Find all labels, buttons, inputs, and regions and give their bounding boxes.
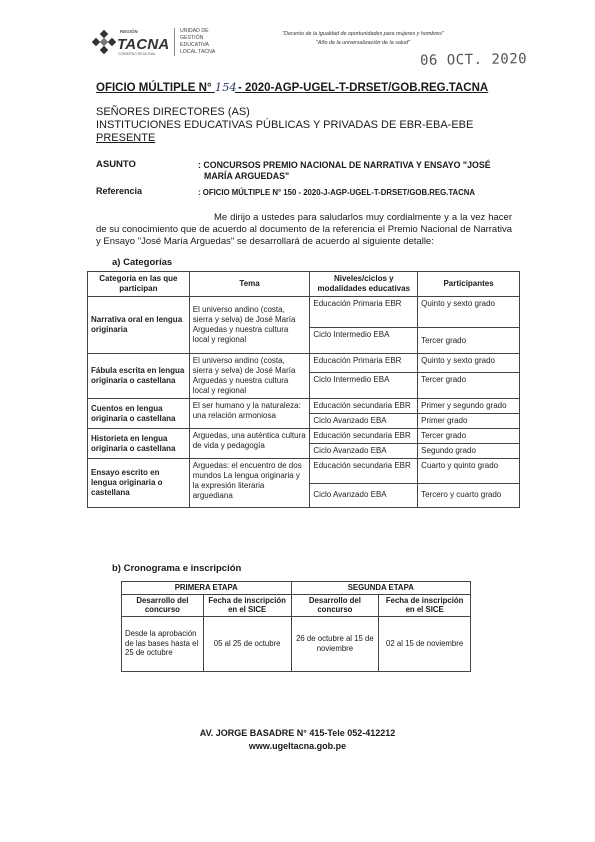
schedule-cell: Desde la aprobación de las bases hasta el 25 de octubre [122, 616, 204, 671]
level-cell: Educación secundaria EBR [310, 459, 418, 484]
stage-one-header: PRIMERA ETAPA [122, 582, 292, 595]
schedule-cell: 05 al 25 de octubre [203, 616, 291, 671]
tacna-logo [92, 26, 170, 58]
schedule-cell: 26 de octubre al 15 de noviembre [291, 616, 379, 671]
logo-region-text: REGIÓN [120, 29, 138, 34]
header-levels: Niveles/ciclos y modalidades educativas [310, 272, 418, 297]
table-row [88, 354, 520, 373]
addressee-line-1: SEÑORES DIRECTORES (AS) [96, 106, 250, 118]
table-row [88, 399, 520, 414]
participants-cell: Quinto y sexto grado [418, 354, 520, 373]
logo-emblem-icon [92, 30, 116, 54]
category-cell: Cuentos en lengua originaria o castellana [88, 399, 190, 429]
reference-value: : OFICIO MÚLTIPLE N° 150 - 2020-J-AGP-UGEL-T-DRSET/GOB.REG.TACNA [198, 188, 476, 197]
level-cell: Ciclo Avanzado EBA [310, 414, 418, 429]
theme-cell: El ser humano y la naturaleza: una relación armoniosa [189, 399, 310, 429]
logo-wordmark: TACNA [117, 36, 170, 53]
title-suffix: - 2020-AGP-UGEL-T-DRSET/GOB.REG.TACNA [237, 82, 489, 94]
level-cell: Educación secundaria EBR [310, 399, 418, 414]
addressee-present: PRESENTE [96, 132, 156, 144]
participants-cell: Cuarto y quinto grado [418, 459, 520, 484]
level-cell: Educación Primaria EBR [310, 354, 418, 373]
participants-cell: Primer grado [418, 414, 520, 429]
title-prefix: OFICIO MÚLTIPLE N° [96, 82, 212, 94]
subject-value-line-1: : CONCURSOS PREMIO NACIONAL DE NARRATIVA Y ENSAYO "JOSÉ [198, 160, 491, 170]
table-row [122, 616, 471, 671]
table-header-row [122, 594, 471, 616]
participants-cell: Segundo grado [418, 444, 520, 459]
header-development: Desarrollo del concurso [291, 594, 379, 616]
theme-cell: El universo andino (costa, sierra y selva) de José María Arguedas y nuestra cultura local y regional [189, 297, 310, 354]
footer-address: AV. JORGE BASADRE N° 415-Tele 052-412212 [199, 728, 396, 738]
table-row [88, 297, 520, 328]
header-participants: Participantes [418, 272, 520, 297]
table-header-row [88, 272, 520, 297]
unit-line: LOCAL TACNA [180, 49, 216, 55]
level-cell: Educación secundaria EBR [310, 429, 418, 444]
participants-cell: Tercer grado [418, 328, 520, 354]
body-text: Me dirijo a ustedes para saludarlos muy cordialmente y a la vez hacer de su conocimiento que de acuerdo al documento de la referencia el Premio Nacional de Narrativa y Ensayo "José María Arguedas" se desarrollará de acuerdo al siguiente detalle: [96, 212, 512, 247]
addressee-line-2: INSTITUCIONES EDUCATIVAS PÚBLICAS Y PRIVADAS DE EBR-EBA-EBE [96, 119, 474, 131]
category-cell: Historieta en lengua originaria o castellana [88, 429, 190, 459]
category-cell: Narrativa oral en lengua originaria [88, 297, 190, 354]
theme-cell: El universo andino (costa, sierra y selva) de José María Arguedas y nuestra cultura local y regional [189, 354, 310, 399]
unit-name [174, 28, 215, 56]
body-paragraph [96, 212, 512, 247]
categories-table [87, 271, 520, 508]
footer [0, 727, 595, 753]
theme-cell: Arguedas: el encuentro de dos mundos La lengua originaria y la expresión literaria arguediana [189, 459, 310, 508]
motto-line-1: "Decenio de la igualdad de oportunidades para mujeres y hombres" [282, 31, 444, 37]
level-cell: Ciclo Intermedio EBA [310, 373, 418, 399]
logo-tagline: GOBIERNO REGIONAL [118, 52, 156, 56]
footer-website: www.ugeltacna.gob.pe [248, 741, 347, 751]
document-title [96, 80, 488, 94]
motto-line-2: "Año de la universalización de la salud" [315, 40, 411, 46]
stage-two-header: SEGUNDA ETAPA [291, 582, 470, 595]
subject-value [198, 160, 518, 182]
unit-line: GESTIÓN [180, 35, 204, 41]
participants-cell: Tercero y cuarto grado [418, 483, 520, 508]
subject-value-line-2: MARÍA ARGUEDAS" [204, 171, 290, 181]
header-theme: Tema [189, 272, 310, 297]
category-cell: Ensayo escrito en lengua originaria o castellana [88, 459, 190, 508]
subject-label: ASUNTO [96, 159, 136, 170]
participants-cell: Tercer grado [418, 373, 520, 399]
participants-cell: Primer y segundo grado [418, 399, 520, 414]
level-cell: Ciclo Intermedio EBA [310, 328, 418, 354]
date-stamp: 06 OCT. 2020 [419, 51, 528, 69]
table-row [88, 459, 520, 484]
unit-line: EDUCATIVA [180, 42, 209, 48]
category-cell: Fábula escrita en lengua originaria o castellana [88, 354, 190, 399]
unit-line: UNIDAD DE [180, 28, 209, 34]
addressee [96, 106, 473, 145]
stage-header-row [122, 582, 471, 595]
handwritten-number: 154 [214, 80, 237, 94]
motto [258, 30, 468, 48]
section-a-heading: a) Categorías [112, 257, 173, 268]
header-development: Desarrollo del concurso [122, 594, 204, 616]
header-registration: Fecha de inscripción en el SICE [379, 594, 471, 616]
participants-cell: Tercer grado [418, 429, 520, 444]
schedule-table [121, 581, 471, 672]
table-row [88, 429, 520, 444]
section-b-heading: b) Cronograma e inscripción [112, 563, 242, 574]
reference-label: Referencia [96, 186, 143, 196]
participants-cell: Quinto y sexto grado [418, 297, 520, 328]
theme-cell: Arguedas, una auténtica cultura de vida y pedagogía [189, 429, 310, 459]
header-category: Categoría en las que participan [88, 272, 190, 297]
header-registration: Fecha de inscripción en el SICE [203, 594, 291, 616]
level-cell: Ciclo Avanzado EBA [310, 444, 418, 459]
level-cell: Ciclo Avanzado EBA [310, 483, 418, 508]
schedule-cell: 02 al 15 de noviembre [379, 616, 471, 671]
level-cell: Educación Primaria EBR [310, 297, 418, 328]
